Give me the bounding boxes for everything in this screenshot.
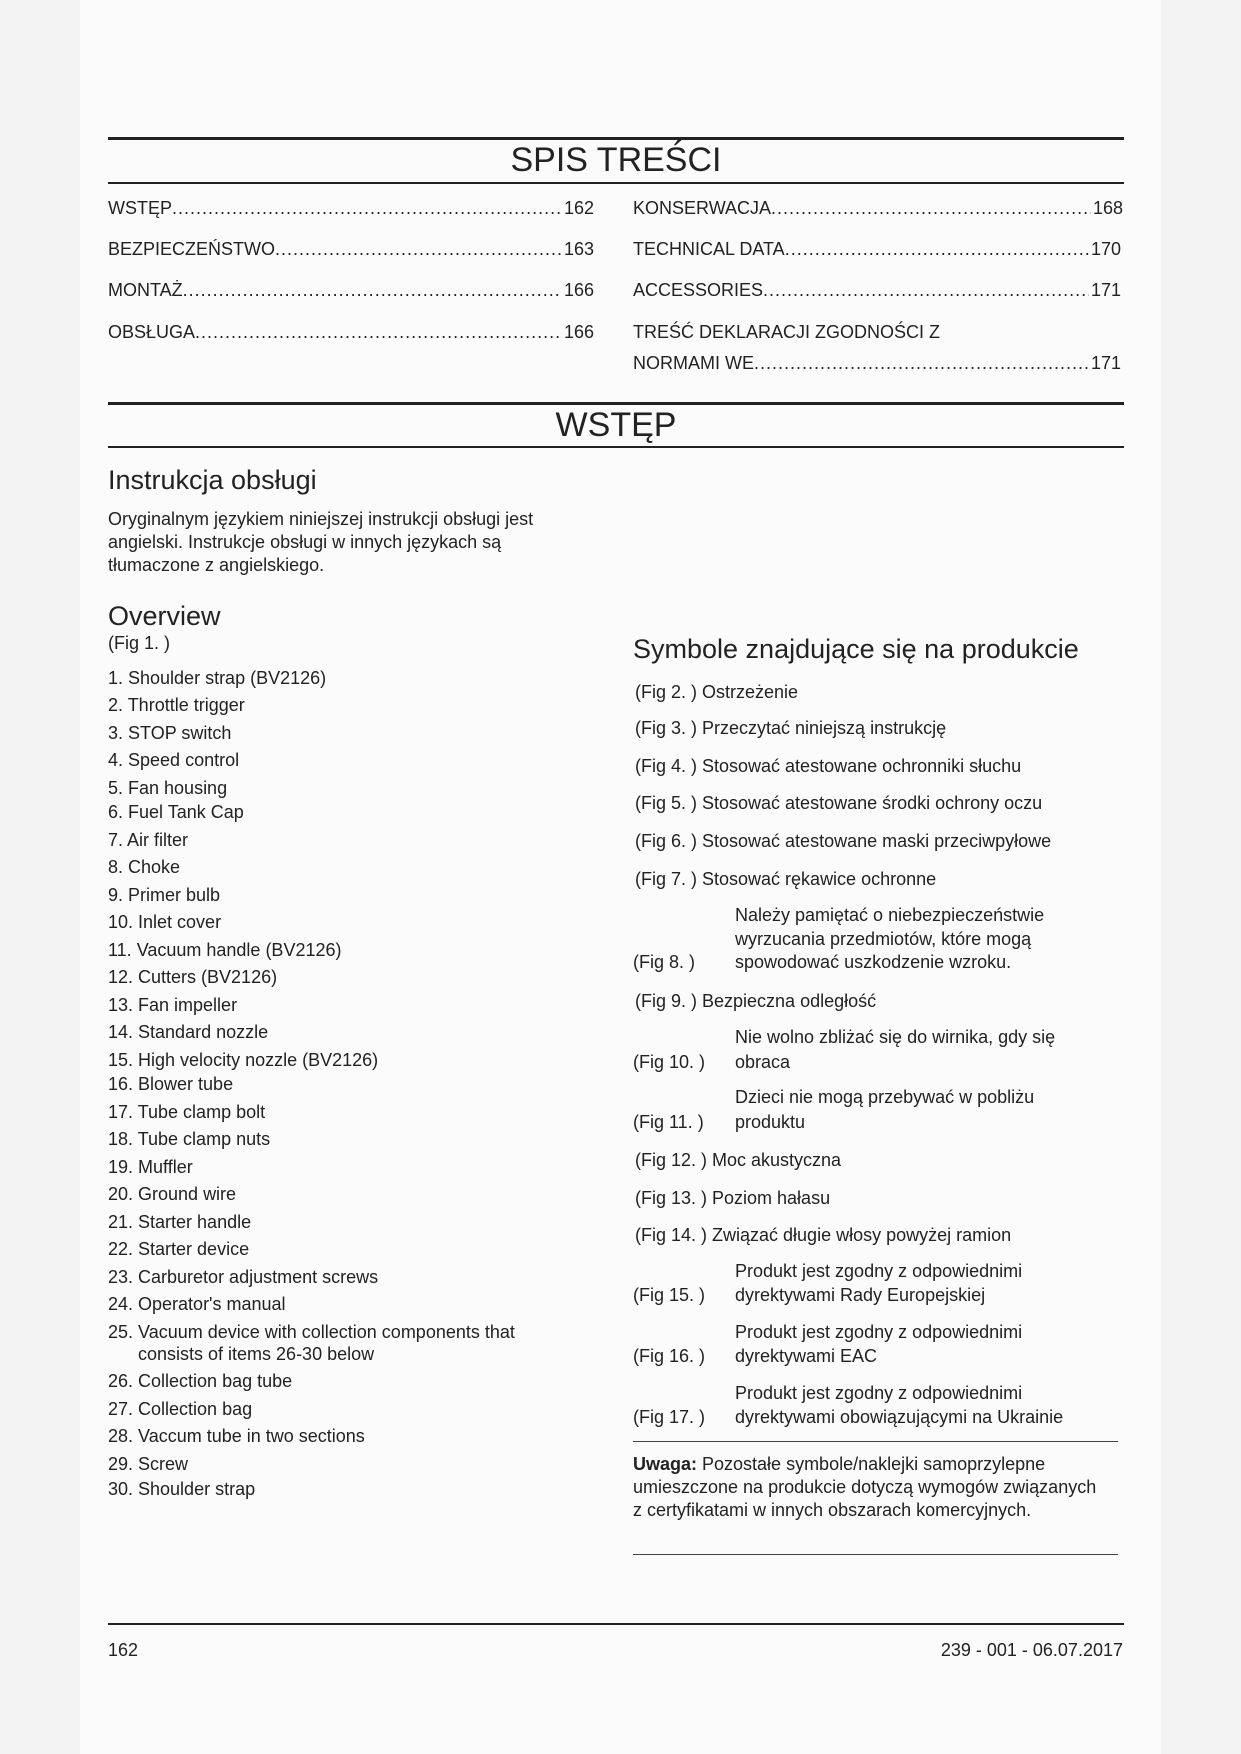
intro-title-rule [108,446,1124,448]
list-item: 23. Carburetor adjustment screws [108,1267,379,1287]
list-item: 2. Throttle trigger [108,695,245,715]
overview-fig-ref: (Fig 1. ) [108,633,171,653]
page-number: 162 [108,1640,139,1660]
symbol-fig12: (Fig 12. ) Moc akustyczna [635,1150,842,1170]
symbol-fig9: (Fig 9. ) Bezpieczna odległość [635,991,877,1011]
symbol-fig4: (Fig 4. ) Stosować atestowane ochronniki słuchu [635,756,1022,776]
intro-title: WSTĘP [555,406,677,444]
list-item: 25. Vacuum device with collection components that [108,1322,515,1342]
symbol-fig16-line2: dyrektywami EAC [735,1346,878,1366]
symbol-fig10-line2: obraca [735,1052,791,1072]
list-item: 16. Blower tube [108,1074,234,1094]
list-item: 26. Collection bag tube [108,1371,293,1391]
list-item: 9. Primer bulb [108,885,221,905]
note-text [633,1453,1103,1522]
symbol-fig3: (Fig 3. ) Przeczytać niniejszą instrukcję [635,718,947,738]
list-item: 18. Tube clamp nuts [108,1129,271,1149]
symbol-fig16-ref: (Fig 16. ) [633,1346,706,1366]
doc-code: 239 - 001 - 06.07.2017 [940,1640,1123,1660]
symbol-fig15-ref: (Fig 15. ) [633,1285,706,1305]
list-item: 1. Shoulder strap (BV2126) [108,668,327,688]
symbol-fig8-line3: spowodować uszkodzenie wzroku. [735,952,1012,972]
list-item-continuation: consists of items 26-30 below [138,1344,375,1364]
list-item: 30. Shoulder strap [108,1479,256,1499]
footer-rule [108,1623,1124,1625]
toc-entry-accessories[interactable]: ACCESSORIES ..... 171 [633,280,1121,301]
list-item: 12. Cutters (BV2126) [108,967,278,987]
symbol-fig17-ref: (Fig 17. ) [633,1407,706,1427]
symbol-fig11-line2: produktu [735,1112,806,1132]
symbol-fig7: (Fig 7. ) Stosować rękawice ochronne [635,869,937,889]
list-item: 17. Tube clamp bolt [108,1102,266,1122]
manual-heading: Instrukcja obsługi [108,465,317,495]
symbol-fig10-ref: (Fig 10. ) [633,1052,706,1072]
symbol-fig11-ref: (Fig 11. ) [633,1112,704,1132]
toc-entry-montaz[interactable]: MONTAŻ ..... 166 [108,280,594,301]
list-item: 27. Collection bag [108,1399,253,1419]
symbol-fig17-line2: dyrektywami obowiązującymi na Ukrainie [735,1407,1064,1427]
symbol-fig8-line1: Należy pamiętać o niebezpieczeństwie [735,905,1045,925]
list-item: 10. Inlet cover [108,912,222,932]
symbol-fig2: (Fig 2. ) Ostrzeżenie [635,682,799,702]
toc-entry-bezpieczenstwo[interactable]: BEZPIECZEŃSTWO ..... 163 [108,239,594,260]
list-item: 7. Air filter [108,830,189,850]
symbol-fig5: (Fig 5. ) Stosować atestowane środki ochrony oczu [635,793,1043,813]
list-item: 6. Fuel Tank Cap [108,802,244,822]
list-item: 22. Starter device [108,1239,250,1259]
symbol-fig11-line1: Dzieci nie mogą przebywać w pobliżu [735,1087,1035,1107]
symbol-fig16-line1: Produkt jest zgodny z odpowiednimi [735,1322,1023,1342]
list-item: 13. Fan impeller [108,995,238,1015]
list-item: 14. Standard nozzle [108,1022,269,1042]
list-item: 15. High velocity nozzle (BV2126) [108,1050,379,1070]
note-bottom-rule [633,1554,1118,1555]
list-item: 3. STOP switch [108,723,232,743]
list-item: 5. Fan housing [108,778,228,798]
toc-entry-konserwacja[interactable]: KONSERWACJA ..... 168 [633,198,1123,219]
toc-entry-wstep[interactable]: WSTĘP ..... 162 [108,198,594,219]
toc-title-rule [108,182,1124,184]
toc-entry-obsluga[interactable]: OBSŁUGA ..... 166 [108,322,594,343]
symbol-fig6: (Fig 6. ) Stosować atestowane maski przeciwpyłowe [635,831,1052,851]
symbol-fig10-line1: Nie wolno zbliżać się do wirnika, gdy się [735,1027,1056,1047]
list-item: 11. Vacuum handle (BV2126) [108,940,342,960]
overview-heading: Overview [108,601,221,631]
toc-entry-deklaracja[interactable]: NORMAMI WE ..... 171 [633,353,1121,374]
symbol-fig13: (Fig 13. ) Poziom hałasu [635,1188,831,1208]
list-item: 24. Operator's manual [108,1294,286,1314]
list-item: 4. Speed control [108,750,240,770]
symbol-fig8-ref: (Fig 8. ) [633,952,696,972]
list-item: 20. Ground wire [108,1184,237,1204]
list-item: 8. Choke [108,857,181,877]
toc-title: SPIS TREŚCI [510,141,722,179]
note-top-rule [633,1441,1118,1442]
toc-entry-technical-data[interactable]: TECHNICAL DATA ..... 170 [633,239,1121,260]
manual-text: Oryginalnym językiem niniejszej instrukcji obsługi jest angielski. Instrukcje obsługi w innych językach są tłumaczone z angielskiego. [108,509,534,575]
symbols-heading: Symbole znajdujące się na produkcie [633,634,1079,664]
toc-entry-deklaracja-line1[interactable]: TREŚĆ DEKLARACJI ZGODNOŚCI Z [633,322,941,342]
list-item: 28. Vaccum tube in two sections [108,1426,365,1446]
list-item: 29. Screw [108,1454,189,1474]
symbol-fig15-line2: dyrektywami Rady Europejskiej [735,1285,986,1305]
list-item: 21. Starter handle [108,1212,252,1232]
list-item: 19. Muffler [108,1157,193,1177]
note-label: Uwaga: [633,1454,698,1474]
symbol-fig17-line1: Produkt jest zgodny z odpowiednimi [735,1383,1023,1403]
note-body: Pozostałe symbole/naklejki samoprzylepne umieszczone na produkcie dotyczą wymogów związanych z certyfikatami w innych obszarach komercyjnych. [633,1454,1097,1520]
symbol-fig8-line2: wyrzucania przedmiotów, które mogą [735,929,1032,949]
symbol-fig15-line1: Produkt jest zgodny z odpowiednimi [735,1261,1023,1281]
symbol-fig14: (Fig 14. ) Związać długie włosy powyżej ramion [635,1225,1012,1245]
